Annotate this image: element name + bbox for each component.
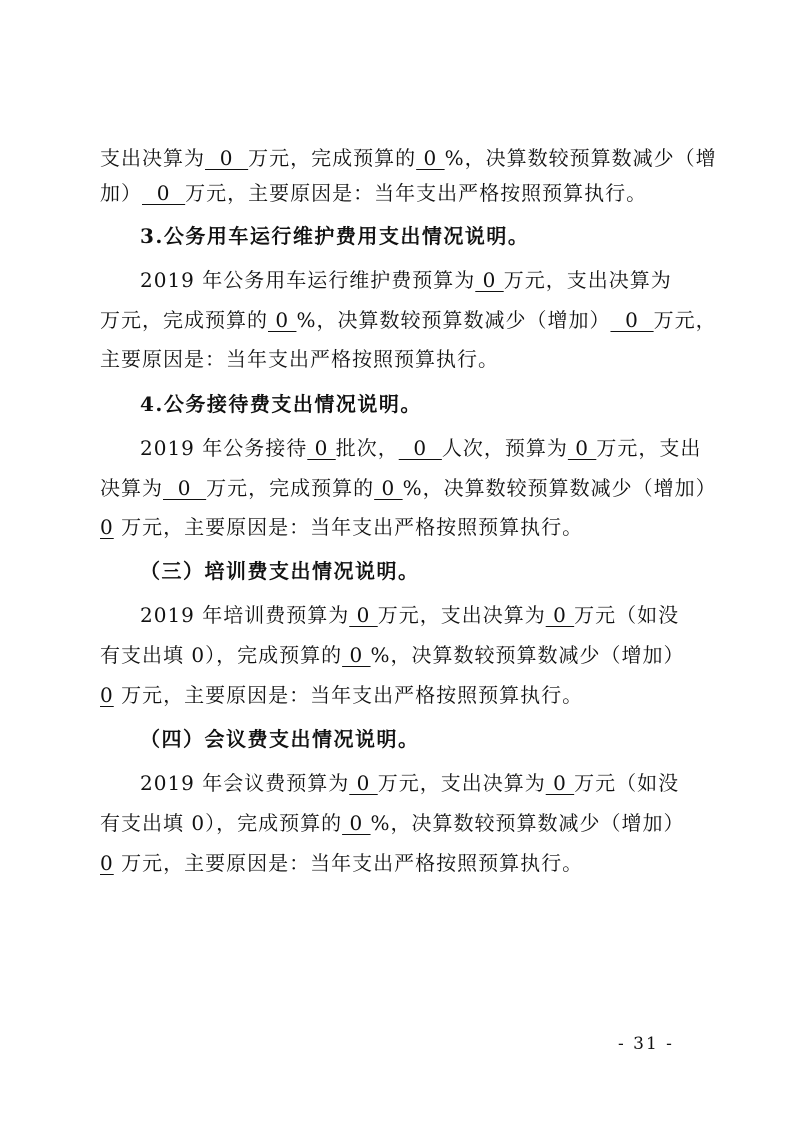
section-heading bbox=[140, 721, 733, 757]
text-span: 主要原因是：当年支出严格按照预算执行。 bbox=[100, 347, 499, 371]
text-span: （三）培训费支出情况说明。 bbox=[140, 559, 420, 583]
paragraph-line bbox=[100, 470, 733, 506]
text-span: 2019 年会议费预算为 bbox=[140, 771, 350, 795]
text-span: 2019 年公务用车运行维护费预算为 bbox=[140, 268, 476, 292]
page-number: - 31 - bbox=[618, 1034, 674, 1054]
paragraph-line bbox=[100, 845, 733, 881]
text-span: %，决算数较预算数减少（增加） bbox=[402, 476, 717, 500]
paragraph-line bbox=[100, 175, 733, 211]
underlined-value: 0 bbox=[610, 308, 654, 332]
underlined-value: 0 bbox=[163, 476, 207, 500]
paragraph-line bbox=[100, 302, 733, 338]
text-span: 万元，主要原因是：当年支出严格按照预算执行。 bbox=[113, 851, 584, 875]
paragraph-line bbox=[100, 677, 733, 713]
text-span: 万元，主要原因是：当年支出严格按照预算执行。 bbox=[185, 181, 648, 205]
text-span: 有支出填 0），完成预算的 bbox=[100, 643, 343, 667]
text-span: 万元，支出 bbox=[596, 436, 702, 460]
underlined-value: 0 bbox=[475, 268, 504, 292]
text-span: %，决算数较预算数减少（增加） bbox=[370, 643, 685, 667]
underlined-value: 0 bbox=[545, 603, 575, 627]
underlined-value: 0 bbox=[416, 146, 445, 170]
text-span: 4.公务接待费支出情况说明。 bbox=[140, 392, 422, 416]
text-span: %，决算数较预算数减少（增加） bbox=[296, 308, 611, 332]
text-span: %，决算数较预算数减少（增加） bbox=[370, 811, 685, 835]
underlined-value: 0 bbox=[100, 515, 114, 539]
underlined-value: 0 bbox=[374, 476, 403, 500]
paragraph-line bbox=[100, 140, 733, 176]
text-span: 决算为 bbox=[100, 476, 163, 500]
text-span: 万元（如没 bbox=[574, 771, 680, 795]
paragraph-line bbox=[140, 262, 733, 298]
text-span: 支出决算为 bbox=[100, 146, 205, 170]
text-span: %，决算数较预算数减少（增 bbox=[444, 146, 717, 170]
underlined-value: 0 bbox=[567, 436, 597, 460]
text-span: 万元，完成预算的 bbox=[100, 308, 268, 332]
paragraph-line bbox=[100, 805, 733, 841]
text-span: 万元，支出决算为 bbox=[503, 268, 672, 292]
section-heading bbox=[140, 553, 733, 589]
text-span: 万元，支出决算为 bbox=[377, 603, 546, 627]
paragraph-line bbox=[140, 597, 733, 633]
underlined-value: 0 bbox=[349, 603, 378, 627]
underlined-value: 0 bbox=[545, 771, 575, 795]
text-span: 万元（如没 bbox=[574, 603, 680, 627]
underlined-value: 0 bbox=[142, 181, 186, 205]
text-span: （四）会议费支出情况说明。 bbox=[140, 727, 420, 751]
underlined-value: 0 bbox=[205, 146, 249, 170]
underlined-value: 0 bbox=[268, 308, 297, 332]
text-span: 万元， bbox=[653, 308, 717, 332]
text-span: 有支出填 0），完成预算的 bbox=[100, 811, 343, 835]
paragraph-line bbox=[100, 637, 733, 673]
text-span: 3.公务用车运行维护费用支出情况说明。 bbox=[140, 224, 530, 248]
paragraph-line bbox=[100, 341, 733, 377]
paragraph-line bbox=[140, 765, 733, 801]
text-span: 2019 年培训费预算为 bbox=[140, 603, 350, 627]
text-span: 批次， bbox=[335, 436, 399, 460]
underlined-value: 0 bbox=[398, 436, 442, 460]
underlined-value: 0 bbox=[342, 643, 371, 667]
text-span: 万元，主要原因是：当年支出严格按照预算执行。 bbox=[113, 683, 584, 707]
text-span: 2019 年公务接待 bbox=[140, 436, 308, 460]
section-heading bbox=[140, 386, 733, 422]
paragraph-line bbox=[100, 509, 733, 545]
section-heading bbox=[140, 218, 733, 254]
text-span: 万元，完成预算的 bbox=[248, 146, 417, 170]
underlined-value: 0 bbox=[100, 851, 114, 875]
text-span: 万元，主要原因是：当年支出严格按照预算执行。 bbox=[113, 515, 584, 539]
underlined-value: 0 bbox=[100, 683, 114, 707]
underlined-value: 0 bbox=[342, 811, 371, 835]
underlined-value: 0 bbox=[349, 771, 378, 795]
text-span: 万元，支出决算为 bbox=[377, 771, 546, 795]
underlined-value: 0 bbox=[307, 436, 336, 460]
text-span: 加） bbox=[100, 181, 142, 205]
paragraph-line bbox=[140, 430, 733, 466]
text-span: 万元，完成预算的 bbox=[206, 476, 375, 500]
text-span: 人次，预算为 bbox=[441, 436, 568, 460]
